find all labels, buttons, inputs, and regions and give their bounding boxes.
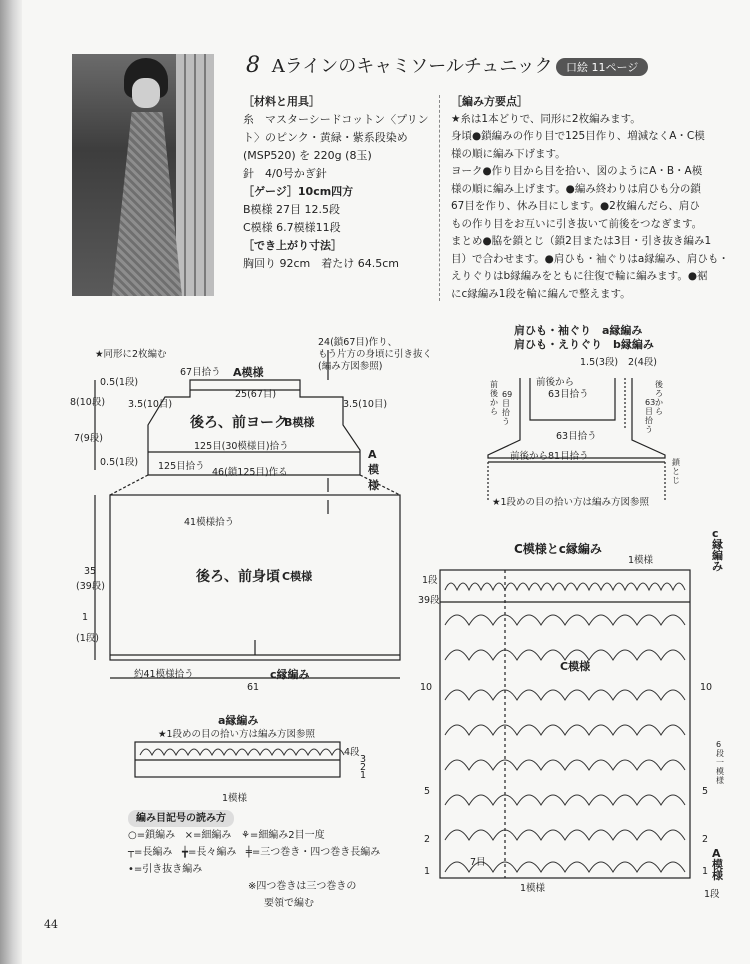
base-chain-label: 46(鎖125目)作る	[212, 467, 288, 478]
strap-note: もう片方の身頃に引き抜く	[318, 349, 433, 360]
legend-item: ⚘=細編み2目一度	[240, 830, 325, 841]
body-title: 後ろ、前身頃	[196, 569, 280, 585]
chart-row: 1	[424, 866, 431, 877]
pick-label: 約41模様拾う	[134, 669, 194, 680]
a-edge-repeat: 1模様	[222, 793, 248, 804]
gauge-heading: ［ゲージ］10cm四方	[243, 185, 354, 198]
chart-row: 5	[424, 786, 431, 797]
dim-label: 35	[84, 566, 97, 577]
chart-seven: 7目	[470, 857, 486, 868]
gauge-line: C模様 6.7模様11段	[243, 221, 341, 234]
method-line: もの作り目をお互いに引き抜いて前後をつなぎます。	[451, 217, 703, 230]
chart-row: 10	[420, 682, 433, 693]
dim-label: 3.5(10目)	[128, 399, 173, 410]
chart-row: 1段	[704, 889, 720, 900]
strap-label: 前後から81目拾う	[510, 451, 589, 462]
materials-heading: ［材料と用具］	[243, 95, 320, 108]
strap-dim: 1.5(3段)	[580, 357, 619, 368]
chart-row: 39段	[418, 595, 440, 606]
chart-six-rows: 6段一模様	[716, 740, 724, 785]
strap-note: 24(鎖67目)作り、	[318, 337, 398, 348]
chart-row: 2	[424, 834, 431, 845]
materials-line: 糸 マスターシードコットン〈プリン	[243, 113, 429, 126]
size-line: 胸回り 92cm 着たけ 64.5cm	[243, 257, 400, 270]
method-line: 様の順に編み下げます。	[451, 147, 566, 160]
dim-label: (1段)	[76, 633, 99, 644]
strap-label: 前後から	[490, 380, 498, 416]
yoke-pattern: B模様	[284, 416, 315, 429]
legend-note: ※四つ巻きは三つ巻きの	[248, 881, 357, 892]
yoke-title: 後ろ、前ヨーク	[190, 415, 288, 431]
page-reference-tag: 口絵 11ページ	[556, 58, 648, 76]
chart-repeat: 1模様	[520, 883, 546, 894]
pick-label: 41模様拾う	[184, 517, 235, 528]
legend-item: ╈=長々編み	[181, 847, 237, 858]
yoke-width-label: 25(67目)	[235, 389, 277, 400]
method-line: ★糸は1本どりで、同形に2枚編みます。	[451, 112, 641, 125]
legend-heading: 編み目記号の読み方	[128, 810, 234, 827]
stitch-legend	[128, 810, 398, 912]
legend-item: ╪=三つ巻き・四つ巻き長編み	[245, 847, 381, 858]
legend-item: ○=鎖編み	[128, 830, 176, 841]
dim-label: (39段)	[76, 581, 106, 592]
dim-label: 0.5(1段)	[100, 377, 139, 388]
size-heading: ［でき上がり寸法］	[243, 239, 342, 252]
materials-line: ト〉のピンク・黄緑・紫系段染め	[243, 131, 408, 144]
chart-row: 1	[702, 866, 709, 877]
materials-line: (MSP520) を 220g (8玉)	[243, 149, 372, 162]
method-line: まとめ●脇を鎖とじ（鎖2目または3目・引き抜き編み1	[451, 235, 712, 247]
same-shape-note: ★同形に2枚編む	[95, 349, 167, 360]
method-line: 67目を作り、休み目にします。●2枚編んだら、肩ひ	[451, 200, 700, 212]
chart-row: 2	[702, 834, 709, 845]
dim-label: 1	[82, 612, 89, 623]
strap-label: 後ろから	[655, 380, 663, 416]
legend-item: •=引き抜き編み	[128, 864, 203, 875]
strap-label: 63目拾う	[645, 398, 656, 434]
body-pattern: C模様	[282, 570, 313, 583]
dim-label: 8(10段)	[70, 397, 106, 408]
pattern-number: 8	[246, 53, 260, 78]
dim-label: 0.5(1段)	[100, 457, 139, 468]
legend-item: ×=細編み	[184, 830, 232, 841]
method-heading: ［編み方要点］	[451, 95, 528, 108]
chart-title: C模様とc縁編み	[514, 542, 602, 556]
bottom-edge-label: c縁編み	[270, 668, 310, 681]
method-line: ヨーク●作り目から目を拾い、図のようにA・B・A模	[451, 165, 703, 177]
method-line: 身頃●鎖編みの作り目で125目作り、増減なくA・C模	[451, 130, 705, 142]
chart-sub-label: C模様	[560, 660, 591, 673]
pattern-name: Aラインのキャミソールチュニック	[271, 56, 553, 77]
a-edge-row: 4段	[344, 747, 360, 758]
chart-row: 10	[700, 682, 713, 693]
a-edge-row: 1	[360, 770, 367, 781]
chart-row: 1段	[422, 575, 438, 586]
method-line: 目）で合わせます。●肩ひも・袖ぐりはa縁編み、肩ひも・	[451, 252, 729, 265]
dim-label: 7(9段)	[74, 433, 104, 444]
chart-a-label: A模様	[712, 847, 723, 882]
pick-label: 125目(30模様目)拾う	[194, 441, 289, 452]
gauge-line: B模様 27目 12.5段	[243, 203, 341, 216]
legend-item: ┬=長編み	[128, 847, 173, 858]
strap-title: 肩ひも・えりぐり b縁編み	[514, 338, 654, 351]
strap-label: 63目拾う	[556, 431, 597, 442]
a-edge-row: 2	[360, 762, 367, 773]
strap-title: 肩ひも・袖ぐり a縁編み	[514, 324, 643, 337]
width-label: 61	[247, 682, 260, 693]
legend-note: 要領で編む	[264, 898, 314, 909]
strap-label: 69目拾う	[502, 390, 513, 426]
method-line: にc縁編み1段を輪に編んで整えます。	[451, 287, 631, 300]
strap-label: 63目拾う	[548, 389, 589, 400]
materials-line: 針 4/0号かぎ針	[243, 167, 327, 180]
method-line: 様の順に編み上げます。●編み終わりは肩ひも分の鎖	[451, 182, 701, 195]
yoke-pick-label: 67目拾う	[180, 367, 221, 378]
a-edge-note: ★1段めの目の拾い方は編み方図参照	[158, 729, 316, 740]
chart-edge-label: c縁編み	[712, 527, 723, 573]
method-line: えりぐりはb縁編みをともに往復で輪に編みます。●裾	[451, 270, 708, 282]
a-edge-title: a縁編み	[218, 714, 259, 727]
pick-label: 125目拾う	[158, 461, 205, 472]
strap-dim: 2(4段)	[628, 357, 658, 368]
strap-note: ★1段めの目の拾い方は編み方図参照	[492, 497, 650, 508]
strap-note: (編み方図参照)	[318, 361, 383, 372]
a-edge-row: 3	[360, 754, 367, 765]
strap-label: 前後から	[536, 377, 575, 388]
strap-label: 鎖とじ	[672, 458, 680, 485]
dim-label: 3.5(10目)	[343, 399, 388, 410]
a-side-label: A模様	[368, 448, 379, 492]
chart-repeat: 1模様	[628, 555, 654, 566]
page-number: 44	[44, 918, 58, 931]
yoke-a-label: A模様	[233, 366, 264, 379]
chart-row: 5	[702, 786, 709, 797]
